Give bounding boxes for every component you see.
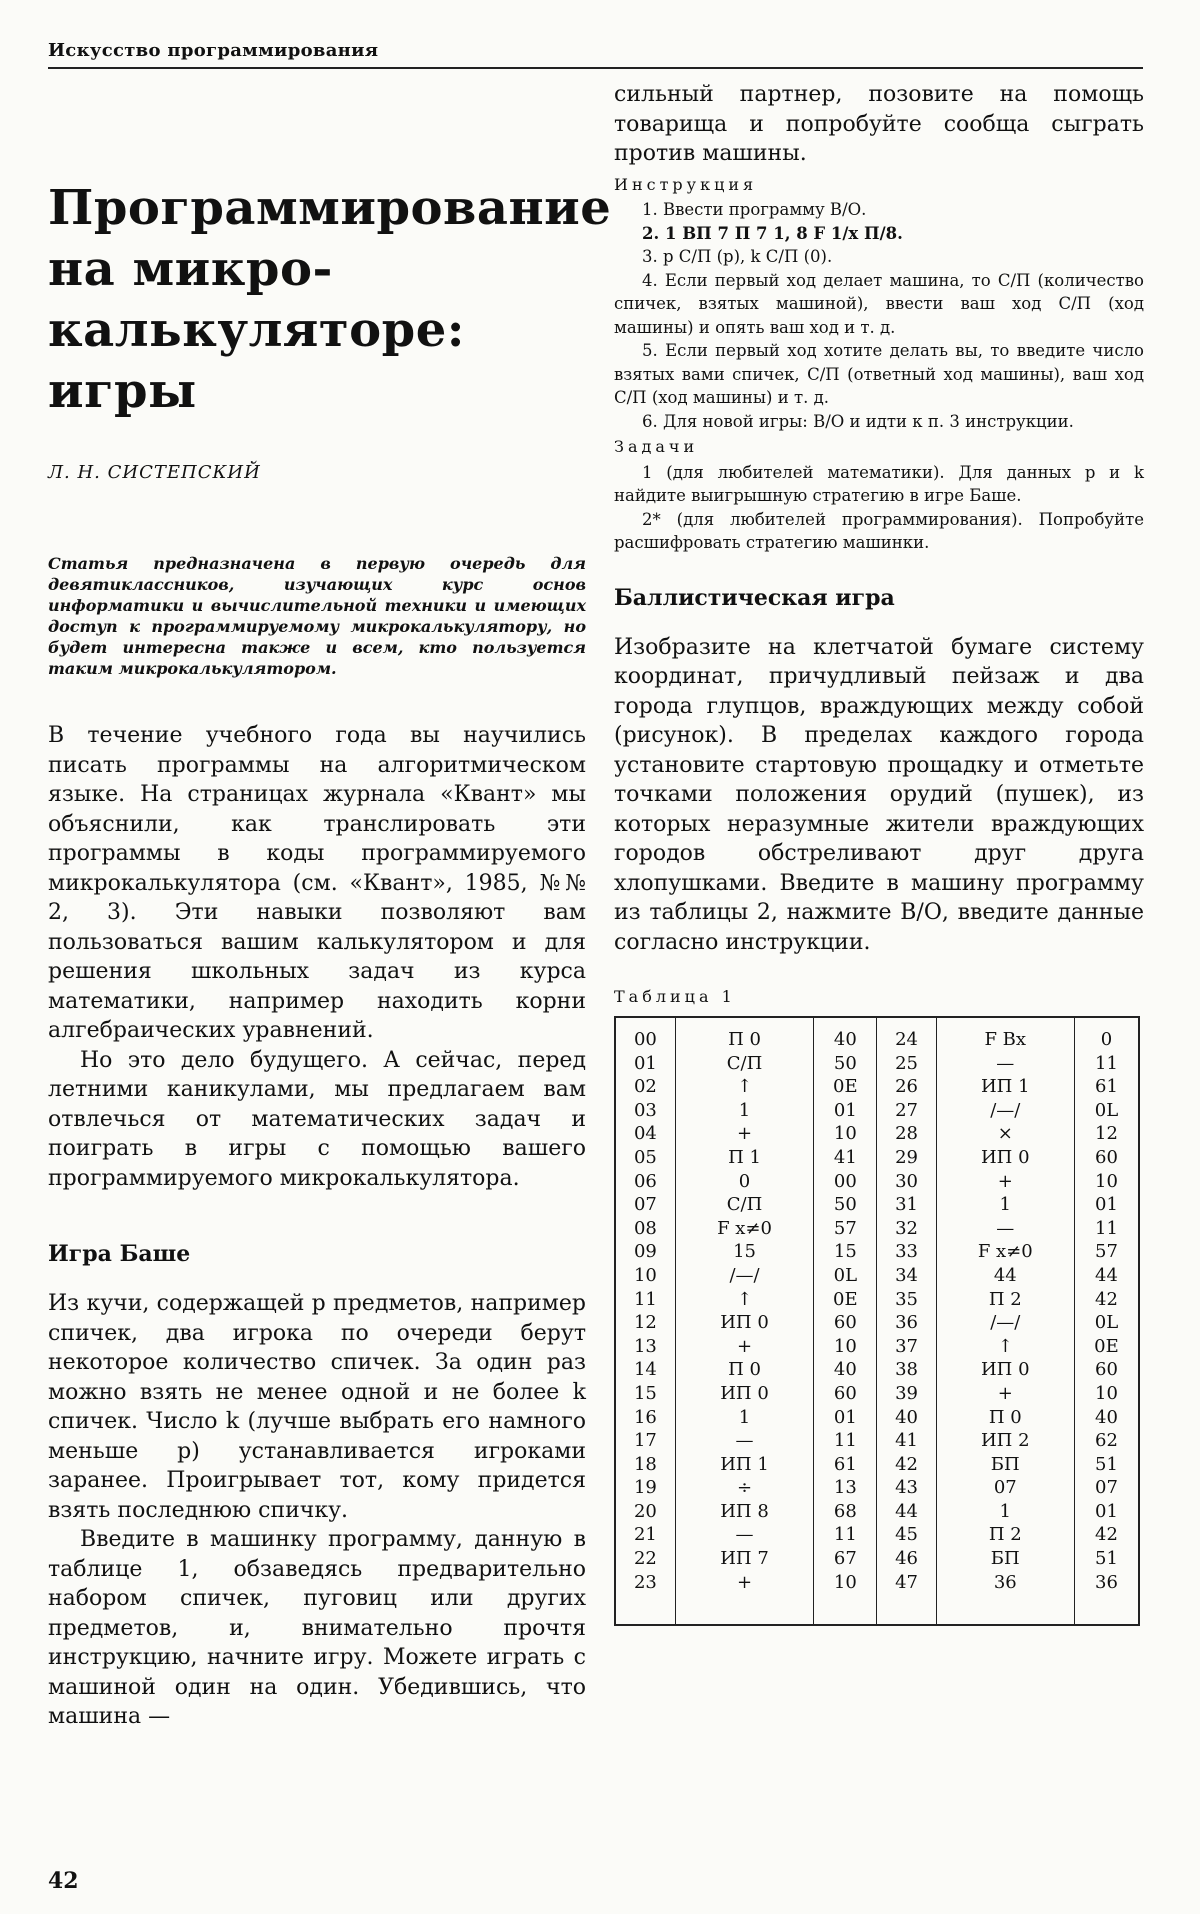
table-cell: 44: [877, 1500, 936, 1524]
table-cell: 16: [615, 1406, 675, 1430]
table-cell: 01: [615, 1052, 675, 1076]
table-cell: F Bx: [936, 1017, 1074, 1052]
table-cell: 0: [675, 1170, 813, 1194]
table-row: [615, 1052, 1139, 1076]
table-cell: 51: [1074, 1547, 1139, 1571]
table-cell: 11: [814, 1429, 877, 1453]
bashe-paragraph: Из кучи, содержащей p предметов, например спичек, два игрока по очереди берут некоторое количество спичек. За один раз можно взять не менее одной и не более k спичек. Число k (лучше выбрать его намного меньше p) устанавливается игроками заранее. Проигрывает тот, кому придется взять последнюю спичку.: [48, 1291, 586, 1523]
table-row: [615, 1429, 1139, 1453]
table-cell: 29: [877, 1146, 936, 1170]
table-cell: 24: [877, 1017, 936, 1052]
table-cell: 11: [814, 1523, 877, 1547]
table-cell: 09: [615, 1240, 675, 1264]
table-cell: 31: [877, 1193, 936, 1217]
bashe-paragraph: сильный партнер, позовите на помощь товарища и попробуйте сообща сыграть против машины.: [614, 82, 1144, 166]
table-cell: 40: [877, 1406, 936, 1430]
bashe-paragraph: Введите в машинку программу, данную в таблице 1, обзаведясь предварительно набором спичек, пуговиц или других предметов, и, внимательно прочтя инструкцию, начните игру. Можете играть с машиной один на один. Убедившись, что машина —: [48, 1527, 586, 1729]
table-cell: +: [675, 1122, 813, 1146]
table-cell: 0E: [814, 1075, 877, 1099]
table-cell: 46: [877, 1547, 936, 1571]
table-cell: 25: [877, 1052, 936, 1076]
table-cell: 13: [615, 1335, 675, 1359]
table-cell: 36: [877, 1311, 936, 1335]
abstract: Статья предназначена в первую очередь для девятиклассников, изучающих курс основ информатики и вычислительной техники и имеющих доступ к программируемому микрокалькулятору, но будет интересна также и всем, кто пользуется таким микрокалькулятором.: [48, 554, 586, 678]
table-cell: 40: [814, 1358, 877, 1382]
table-cell: 32: [877, 1217, 936, 1241]
table-cell: 43: [877, 1476, 936, 1500]
table-cell: 50: [814, 1052, 877, 1076]
table-cell: 35: [877, 1288, 936, 1312]
table-row: [615, 1523, 1139, 1547]
table-cell: 0L: [814, 1264, 877, 1288]
left-column: [48, 88, 612, 1732]
table-cell: —: [675, 1429, 813, 1453]
table-cell: F x≠0: [936, 1240, 1074, 1264]
table-row: [615, 1170, 1139, 1194]
table-cell: 38: [877, 1358, 936, 1382]
table-cell: 10: [1074, 1170, 1139, 1194]
table-cell: 10: [814, 1571, 877, 1626]
table-cell: 11: [615, 1288, 675, 1312]
table-cell: 26: [877, 1075, 936, 1099]
table-cell: 07: [1074, 1476, 1139, 1500]
table-cell: ÷: [675, 1476, 813, 1500]
table-cell: 00: [615, 1017, 675, 1052]
instruction-step: 5. Если первый ход хотите делать вы, то введите число взятых вами спичек, С/П (ответный ход машины), ваш ход С/П (ход машины) и т. д.: [614, 341, 1144, 407]
table-cell: 40: [814, 1017, 877, 1052]
table-cell: 02: [615, 1075, 675, 1099]
table-cell: ИП 7: [675, 1547, 813, 1571]
table-cell: 07: [615, 1193, 675, 1217]
table-cell: 18: [615, 1453, 675, 1477]
table-cell: 07: [936, 1476, 1074, 1500]
table-cell: 36: [936, 1571, 1074, 1626]
bashe-section: [48, 1289, 586, 1732]
table-cell: —: [936, 1052, 1074, 1076]
table-cell: +: [675, 1335, 813, 1359]
table-cell: 39: [877, 1382, 936, 1406]
table-cell: 15: [675, 1240, 813, 1264]
table-cell: 60: [1074, 1146, 1139, 1170]
table-row: [615, 1146, 1139, 1170]
table-row: [615, 1217, 1139, 1241]
table-cell: 45: [877, 1523, 936, 1547]
bashe-continued: [614, 80, 1144, 169]
table-cell: +: [936, 1170, 1074, 1194]
table-cell: 47: [877, 1571, 936, 1626]
table-cell: 10: [1074, 1382, 1139, 1406]
intro-paragraph: В течение учебного года вы научились писать программы на алгоритмическом языке. На страницах журнала «Квант» мы объяснили, как транслировать эти программы в коды программируемого микрокалькулятора (см. «Квант», 1985, №№ 2, 3). Эти навыки позволяют вам пользоваться вашим калькулятором и для решения школьных задач из курса математики, например находить корни алгебраических уравнений.: [48, 723, 586, 1043]
table-cell: С/П: [675, 1193, 813, 1217]
table-row: [615, 1547, 1139, 1571]
table-cell: 28: [877, 1122, 936, 1146]
table-cell: 05: [615, 1146, 675, 1170]
table-cell: П 0: [936, 1406, 1074, 1430]
table-cell: 19: [615, 1476, 675, 1500]
table-cell: 12: [1074, 1122, 1139, 1146]
table-cell: 0E: [814, 1288, 877, 1312]
table-cell: 60: [814, 1382, 877, 1406]
table-cell: ↑: [675, 1075, 813, 1099]
table-cell: ИП 8: [675, 1500, 813, 1524]
table-cell: 20: [615, 1500, 675, 1524]
table-cell: ×: [936, 1122, 1074, 1146]
instruction-step: 2. 1 ВП 7 П 7 1, 8 F 1/x П/8.: [642, 223, 903, 243]
table-cell: +: [936, 1382, 1074, 1406]
table-cell: БП: [936, 1547, 1074, 1571]
table-cell: П 2: [936, 1288, 1074, 1312]
section-name: Искусство программирования: [48, 40, 379, 61]
table-row: [615, 1500, 1139, 1524]
table-cell: +: [675, 1571, 813, 1626]
task-item: 2* (для любителей программирования). Попробуйте расшифровать стратегию машинки.: [614, 509, 1144, 552]
instruction-step: 1. Ввести программу В/О.: [642, 200, 867, 219]
table-cell: 62: [1074, 1429, 1139, 1453]
table-cell: 42: [1074, 1288, 1139, 1312]
table-row: [615, 1075, 1139, 1099]
table-cell: ИП 0: [936, 1146, 1074, 1170]
table-cell: 01: [1074, 1193, 1139, 1217]
table-row: [615, 1017, 1139, 1052]
table-row: [615, 1193, 1139, 1217]
table-cell: 1: [936, 1500, 1074, 1524]
table-cell: —: [675, 1523, 813, 1547]
table-row: [615, 1122, 1139, 1146]
table-cell: 12: [615, 1311, 675, 1335]
table-row: [615, 1453, 1139, 1477]
table-cell: 57: [814, 1217, 877, 1241]
table-row: [615, 1382, 1139, 1406]
intro-section: [48, 721, 586, 1193]
table-cell: П 0: [675, 1017, 813, 1052]
table-cell: 01: [814, 1099, 877, 1123]
table-row: [615, 1406, 1139, 1430]
table-cell: 11: [1074, 1217, 1139, 1241]
table-cell: 1: [936, 1193, 1074, 1217]
table-cell: П 1: [675, 1146, 813, 1170]
table-row: [615, 1571, 1139, 1626]
table-cell: ИП 0: [675, 1382, 813, 1406]
table-cell: БП: [936, 1453, 1074, 1477]
ballistic-section: [614, 633, 1144, 958]
table-cell: 68: [814, 1500, 877, 1524]
table-caption: Таблица 1: [614, 987, 736, 1006]
table-cell: 67: [814, 1547, 877, 1571]
table-cell: 33: [877, 1240, 936, 1264]
table-cell: 01: [1074, 1500, 1139, 1524]
table-row: [615, 1240, 1139, 1264]
table-cell: 03: [615, 1099, 675, 1123]
table-cell: 44: [936, 1264, 1074, 1288]
author: Л. Н. СИСТЕПСКИЙ: [48, 462, 261, 483]
page-number: 42: [48, 1868, 79, 1894]
table-cell: 61: [1074, 1075, 1139, 1099]
table-cell: 50: [814, 1193, 877, 1217]
table-cell: 42: [877, 1453, 936, 1477]
table-row: [615, 1335, 1139, 1359]
table-cell: 1: [675, 1406, 813, 1430]
table-cell: F x≠0: [675, 1217, 813, 1241]
table-cell: 10: [814, 1122, 877, 1146]
table-cell: 17: [615, 1429, 675, 1453]
table-cell: 41: [814, 1146, 877, 1170]
table-cell: 13: [814, 1476, 877, 1500]
table-cell: 06: [615, 1170, 675, 1194]
table-cell: 0L: [1074, 1311, 1139, 1335]
instruction-step: 4. Если первый ход делает машина, то С/П (количество спичек, взятых машиной), ввести ваш ход С/П (ход машины) и опять ваш ход и т. д.: [614, 270, 1144, 337]
table-cell: 08: [615, 1217, 675, 1241]
article-title: Программирование на микро- калькуляторе: игры: [48, 180, 612, 419]
table-cell: 10: [615, 1264, 675, 1288]
table-cell: 61: [814, 1453, 877, 1477]
table-cell: 37: [877, 1335, 936, 1359]
table-cell: 00: [814, 1170, 877, 1194]
table-cell: 0L: [1074, 1099, 1139, 1123]
tasks-heading: Задачи: [614, 437, 699, 456]
section-heading-bashe: Игра Баше: [48, 1241, 191, 1267]
table-cell: 11: [1074, 1052, 1139, 1076]
table-cell: 34: [877, 1264, 936, 1288]
table-cell: С/П: [675, 1052, 813, 1076]
table-cell: 60: [1074, 1358, 1139, 1382]
table-cell: /—/: [936, 1311, 1074, 1335]
table-cell: 22: [615, 1547, 675, 1571]
table-cell: 21: [615, 1523, 675, 1547]
table-cell: 51: [1074, 1453, 1139, 1477]
table-cell: 1: [675, 1099, 813, 1123]
table-cell: 14: [615, 1358, 675, 1382]
table-cell: 23: [615, 1571, 675, 1626]
intro-paragraph: Но это дело будущего. А сейчас, перед летними каникулами, мы предлагаем вам отвлечься от математических задач и поиграть в игры с помощью вашего программируемого микрокалькулятора.: [48, 1047, 586, 1191]
table-cell: 36: [1074, 1571, 1139, 1626]
program-table: [614, 1016, 1140, 1626]
right-column: [614, 80, 1144, 1626]
table-cell: 15: [615, 1382, 675, 1406]
table-cell: 30: [877, 1170, 936, 1194]
table-row: [615, 1476, 1139, 1500]
table-cell: —: [936, 1217, 1074, 1241]
table-cell: П 0: [675, 1358, 813, 1382]
table-cell: ИП 0: [936, 1358, 1074, 1382]
table-cell: П 2: [936, 1523, 1074, 1547]
table-cell: 15: [814, 1240, 877, 1264]
table-row: [615, 1099, 1139, 1123]
table-cell: ИП 1: [936, 1075, 1074, 1099]
table-cell: ↑: [936, 1335, 1074, 1359]
table-row: [615, 1288, 1139, 1312]
instructions: [614, 173, 1144, 555]
table-cell: 42: [1074, 1523, 1139, 1547]
table-cell: 60: [814, 1311, 877, 1335]
table-cell: 57: [1074, 1240, 1139, 1264]
table-cell: /—/: [675, 1264, 813, 1288]
table-row: [615, 1264, 1139, 1288]
table-cell: 04: [615, 1122, 675, 1146]
table-cell: ИП 2: [936, 1429, 1074, 1453]
table-cell: 27: [877, 1099, 936, 1123]
instructions-heading: Инструкция: [614, 174, 758, 194]
running-header: [48, 40, 1143, 69]
table-cell: 40: [1074, 1406, 1139, 1430]
table-row: [615, 1358, 1139, 1382]
table-cell: ИП 1: [675, 1453, 813, 1477]
table-cell: 44: [1074, 1264, 1139, 1288]
table-cell: 10: [814, 1335, 877, 1359]
ballistic-paragraph: Изобразите на клетчатой бумаге систему координат, причудливый пейзаж и два города глупцов, враждующих между собой (рисунок). В пределах каждого города установите стартовую прощадку и отметьте точками положения орудий (пушек), из которых неразумные жители враждующих городов обстреливают друг друга хлопушками. Введите в машину программу из таблицы 2, нажмите В/О, введите данные согласно инструкции.: [614, 634, 1144, 955]
table-cell: ИП 0: [675, 1311, 813, 1335]
table-row: [615, 1311, 1139, 1335]
table-cell: ↑: [675, 1288, 813, 1312]
instruction-step: 6. Для новой игры: В/О и идти к п. 3 инструкции.: [642, 411, 1074, 431]
table-cell: 0E: [1074, 1335, 1139, 1359]
table-cell: /—/: [936, 1099, 1074, 1123]
section-heading-ballistic: Баллистическая игра: [614, 584, 895, 611]
table-cell: 01: [814, 1406, 877, 1430]
task-item: 1 (для любителей математики). Для данных p и k найдите выигрышную стратегию в игре Баше.: [614, 462, 1144, 505]
table-cell: 41: [877, 1429, 936, 1453]
instruction-step: 3. p С/П (p), k С/П (0).: [642, 247, 833, 266]
table-cell: 0: [1074, 1017, 1139, 1052]
